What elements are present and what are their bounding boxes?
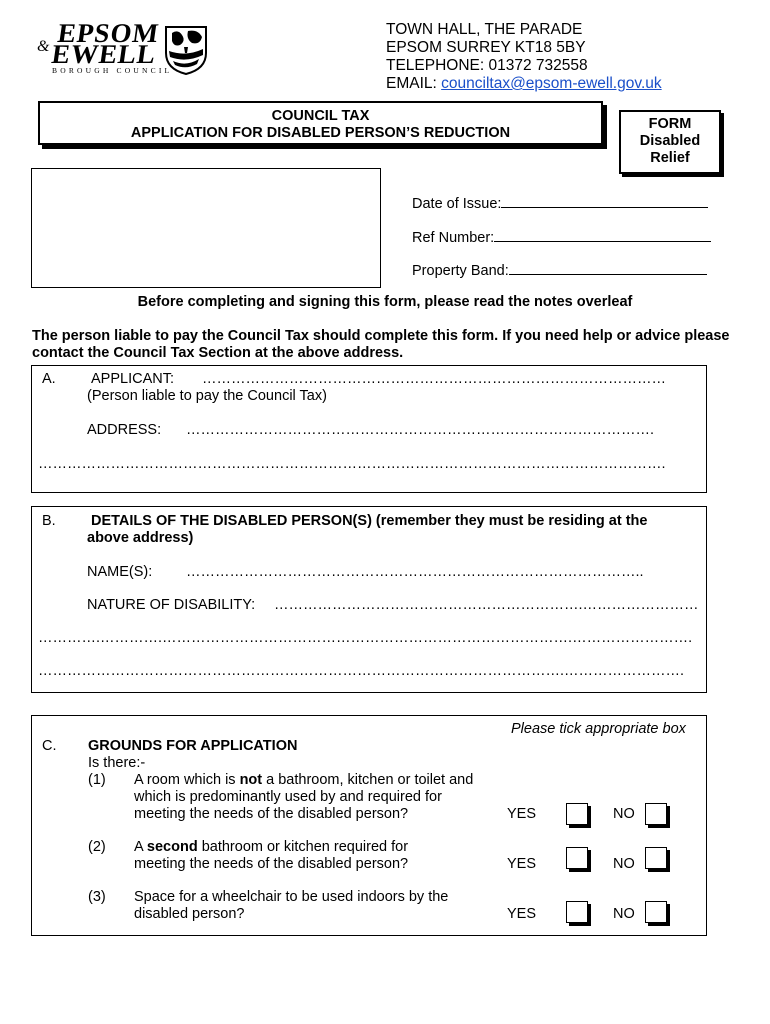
q2-no-checkbox[interactable] (645, 847, 667, 869)
q3-no-checkbox[interactable] (645, 901, 667, 923)
q1-no-label: NO (613, 806, 635, 822)
tick-hint: Please tick appropriate box (511, 721, 686, 737)
q2-text-pre: A (134, 839, 147, 855)
address-window-box (31, 168, 381, 288)
address-label: ADDRESS: (87, 422, 162, 438)
telephone: TELEPHONE: 01372 732558 (386, 57, 588, 74)
logo-ewell: EWELL (49, 39, 159, 69)
applicant-input[interactable]: …………………………………………………………………………………… (202, 371, 666, 387)
council-address (386, 21, 662, 93)
section-a-letter: A. (42, 371, 56, 387)
q1-line2: which is predominantly used by and required for (134, 789, 442, 805)
q2-no-label: NO (613, 856, 635, 872)
names-input[interactable]: ………………………………………………………………………………….. (186, 564, 644, 580)
q3-yes-label: YES (507, 906, 537, 922)
q2-text-bold: second (146, 839, 198, 855)
ref-number-label: Ref Number: (412, 230, 495, 246)
q2-line2: meeting the needs of the disabled person? (134, 856, 409, 872)
section-b-heading-bold: DETAILS OF THE DISABLED PERSON(S (91, 513, 368, 529)
q2-number: (2) (88, 839, 106, 855)
council-crest-icon (164, 25, 208, 75)
disability-input[interactable]: ……………………………………………………….…………………… (274, 597, 699, 613)
q2-yes-checkbox[interactable] (566, 847, 588, 869)
disability-input-line2[interactable]: ………….………….………………………………………………………………………….……………………. (38, 630, 693, 646)
section-c-letter: C. (42, 738, 57, 754)
section-c-heading: GROUNDS FOR APPLICATION (88, 738, 298, 754)
applicant-note: (Person liable to pay the Council Tax) (87, 388, 327, 404)
q2-line1 (134, 839, 408, 856)
q3-number: (3) (88, 889, 106, 905)
q1-no-checkbox[interactable] (645, 803, 667, 825)
q3-line2: disabled person? (134, 906, 245, 922)
form-badge-line1: FORM (648, 116, 692, 132)
address-input-line2[interactable]: …………………………………………………………………………………………………………………. (38, 456, 666, 472)
intro-text: The person liable to pay the Council Tax should complete this form. If you need help or advice please contact the Council Tax Section at the above address. (32, 328, 730, 361)
title-line1: COUNCIL TAX (271, 108, 370, 124)
q2-text-post: bathroom or kitchen required for (197, 839, 409, 855)
notice-text: Before completing and signing this form, please read the notes overleaf (137, 294, 633, 310)
logo-ampersand: & (37, 38, 50, 55)
applicant-label: APPLICANT: (91, 371, 174, 387)
q1-text-bold: not (239, 772, 263, 788)
disability-label: NATURE OF DISABILITY: (87, 597, 256, 613)
q3-no-label: NO (613, 906, 635, 922)
title-line2: APPLICATION FOR DISABLED PERSON’S REDUCTION (130, 125, 511, 141)
address-input[interactable]: ……………………………………………………………………………………. (186, 422, 655, 438)
q1-text-post: a bathroom, kitchen or toilet and (262, 772, 474, 788)
property-band-label: Property Band: (412, 263, 509, 279)
section-b-heading-rest: ) (remember they must be residing at the (367, 513, 648, 529)
ref-number-field (412, 227, 711, 246)
email-link[interactable]: counciltax@epsom-ewell.gov.uk (441, 75, 662, 92)
q1-number: (1) (88, 772, 106, 788)
q3-line1: Space for a wheelchair to be used indoors by the (134, 889, 449, 905)
ref-number-line[interactable] (494, 227, 711, 242)
form-badge (619, 110, 721, 174)
names-label: NAME(S): (87, 564, 153, 580)
email-label: EMAIL: (386, 75, 442, 92)
form-badge-line2: Disabled (639, 133, 701, 149)
address-line2: EPSOM SURREY KT18 5BY (386, 39, 586, 56)
section-b-heading (91, 513, 647, 530)
q1-text-pre: A room which is (134, 772, 240, 788)
date-of-issue-label: Date of Issue: (412, 196, 502, 212)
q1-line1 (134, 772, 473, 789)
logo-subtitle: BOROUGH COUNCIL (52, 66, 173, 75)
email-line (386, 75, 662, 93)
q1-line3: meeting the needs of the disabled person? (134, 806, 409, 822)
form-badge-line3: Relief (650, 150, 690, 166)
form-title (38, 108, 603, 142)
is-there-label: Is there:- (88, 755, 146, 771)
q3-yes-checkbox[interactable] (566, 901, 588, 923)
section-b-letter: B. (42, 513, 56, 529)
date-of-issue-field (412, 193, 708, 212)
address-line1: TOWN HALL, THE PARADE (386, 21, 583, 38)
section-b-heading-line2: above address) (87, 530, 194, 546)
property-band-line[interactable] (509, 260, 707, 275)
date-of-issue-line[interactable] (501, 193, 708, 208)
logo-epsom: EPSOM (55, 18, 162, 48)
property-band-field (412, 260, 707, 279)
q1-yes-label: YES (507, 806, 537, 822)
disability-input-line3[interactable]: ……………………………………………………………………………………………….……………………. (38, 663, 685, 679)
q1-yes-checkbox[interactable] (566, 803, 588, 825)
q2-yes-label: YES (507, 856, 537, 872)
